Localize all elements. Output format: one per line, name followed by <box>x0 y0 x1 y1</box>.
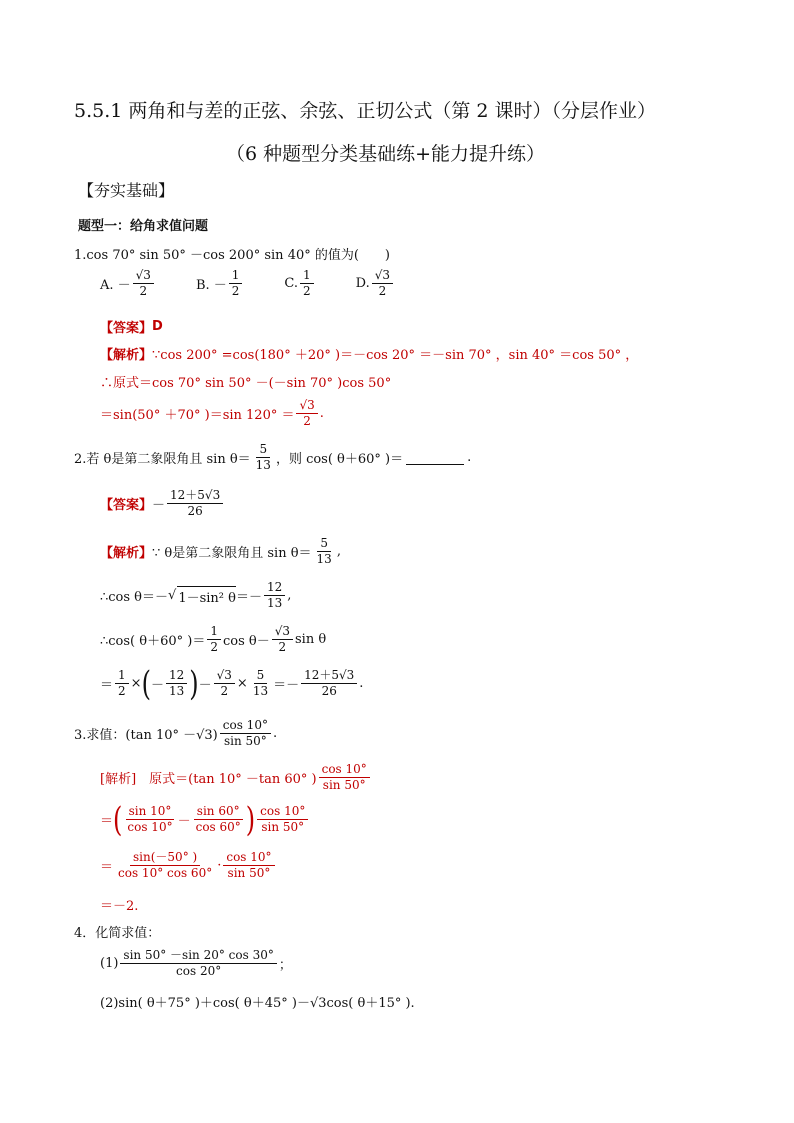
answer-blank <box>406 450 464 465</box>
q2-analysis-4: ＝ $\frac{1}{2}$ × ( － $\frac{12}{13}$ ) － $\frac{√3}{2}$ × $\frac{5}{13}$ ＝－ $\frac{12+5√3}{26}$ . <box>100 663 364 704</box>
section-heading: 【夯实基础】 <box>78 181 175 200</box>
fraction: $\frac{√3}{2}$ <box>272 624 293 655</box>
q3-stem: 3.求值：(tan 10° －√3) $\frac{\cos 10^\circ}{\sin 50^\circ}$ . <box>74 718 278 748</box>
fraction: $\frac{\sin(-50^\circ )}{\cos 10^\circ \cos 60^\circ}$ <box>118 850 213 880</box>
fraction: $\frac{12+5√3}{26}$ <box>301 668 357 699</box>
q1-stem: 1.cos 70° sin 50° －cos 200° sin 40° 的值为( ) <box>74 248 391 263</box>
fraction: $\frac{\sin 50^\circ -\sin 20^\circ \cos 30^\circ}{\cos 20^\circ}$ <box>120 948 276 979</box>
fraction: $\frac{\cos 10^\circ}{\sin 50^\circ}$ <box>223 850 274 881</box>
q1-analysis-2: ∴原式＝cos 70° sin 50° －(－sin 70° )cos 50° <box>100 376 392 391</box>
fraction: $\frac{\cos 10^\circ}{\sin 50^\circ}$ <box>220 718 271 749</box>
q3-analysis-1: [解析] 原式＝(tan 10° －tan 60° ) $\frac{\cos 10^\circ}{\sin 50^\circ}$ <box>100 762 372 793</box>
fraction: $\frac{√3}{2}$ <box>296 398 317 429</box>
fraction: $\frac{\cos 10^\circ}{\sin 50^\circ}$ <box>319 762 370 793</box>
q1-answer: 【答案】 D <box>100 319 163 336</box>
q3-analysis-2: ＝ ( $\frac{\sin 10^\circ}{\cos 10^\circ}$ － $\frac{\sin 60^\circ}{\cos 60^\circ}$ ) $\frac{\cos 10^\circ}{\sin 50^\circ}$ <box>100 804 310 835</box>
q2-answer: 【答案】 － $\frac{12+5√3}{26}$ <box>100 488 225 519</box>
fraction: $\frac{√3}{2}$ <box>214 668 235 699</box>
fraction: $\frac{12+5√3}{26}$ <box>167 488 223 519</box>
fraction: $\frac{12}{13}$ <box>166 668 187 699</box>
q3-result: ＝－2. <box>100 899 139 914</box>
question-type-heading: 题型一：给角求值问题 <box>78 219 209 234</box>
fraction: $\frac{5}{13}$ <box>252 668 269 698</box>
q3-analysis-3: ＝ $\frac{\sin(-50^\circ )}{\cos 10^\circ \cos 60^\circ}$ · $\frac{\cos 10^\circ}{\sin 50^\circ}$ <box>100 850 277 881</box>
q1-analysis-3: ＝sin(50° ＋70° )＝sin 120° ＝ $\frac{√3}{2}$ . <box>100 398 324 428</box>
q1-options: A. － $\frac{√3}{2}$ B. － $\frac{1}{2}$ C. $\frac{1}{2}$ D. $\frac{√3}{2}$ <box>100 268 395 299</box>
fraction: $\frac{1}{2}$ <box>300 268 314 299</box>
page-title: 5.5.1 两角和与差的正弦、余弦、正切公式（第 2 课时）（分层作业） <box>74 100 657 122</box>
fraction: $\frac{\sin 10^\circ}{\cos 10^\circ}$ <box>127 804 173 834</box>
q2-analysis-3: ∴cos( θ＋60° )＝ $\frac{1}{2}$ cos θ－ $\frac{√3}{2}$ sin θ <box>100 624 327 654</box>
fraction: $\frac{1}{2}$ <box>207 624 221 655</box>
q2-analysis-1: 【解析】 ∵ θ是第二象限角且 sin θ＝ $\frac{5}{13}$ , <box>100 536 341 566</box>
q1-analysis-1: 【解析】 ∵cos 200° =cos(180° ＋20° )＝－cos 20° ＝－sin 70° ，sin 40° ＝cos 50° ， <box>100 348 639 363</box>
fraction: $\frac{5}{13}$ <box>316 536 332 566</box>
page-subtitle: （6 种题型分类基础练+能力提升练） <box>226 143 546 165</box>
fraction: $\frac{1}{2}$ <box>115 668 129 699</box>
q4-stem: 4．化简求值： <box>74 926 161 941</box>
fraction: $\frac{5}{13}$ <box>255 442 271 472</box>
q2-analysis-2: ∴cos θ＝－ √ 1－sin² θ ＝－ $\frac{12}{13}$ , <box>100 580 292 610</box>
q2-stem: 2.若 θ是第二象限角且 sin θ＝ $\frac{5}{13}$ ，则 cos( θ＋60° )＝ . <box>74 442 472 472</box>
fraction: $\frac{12}{13}$ <box>264 580 285 611</box>
fraction: $\frac{√3}{2}$ <box>133 268 154 299</box>
fraction: $\frac{\sin 60^\circ}{\cos 60^\circ}$ <box>195 804 241 834</box>
q4-part1: (1) $\frac{\sin 50^\circ -\sin 20^\circ \cos 30^\circ}{\cos 20^\circ}$ ； <box>100 948 292 978</box>
fraction: $\frac{\cos 10^\circ}{\sin 50^\circ}$ <box>257 804 308 835</box>
fraction: $\frac{1}{2}$ <box>229 268 243 299</box>
fraction: $\frac{√3}{2}$ <box>372 268 393 299</box>
q4-part2: (2)sin( θ＋75° )＋cos( θ＋45° )－√3cos( θ＋15° ). <box>100 996 415 1011</box>
